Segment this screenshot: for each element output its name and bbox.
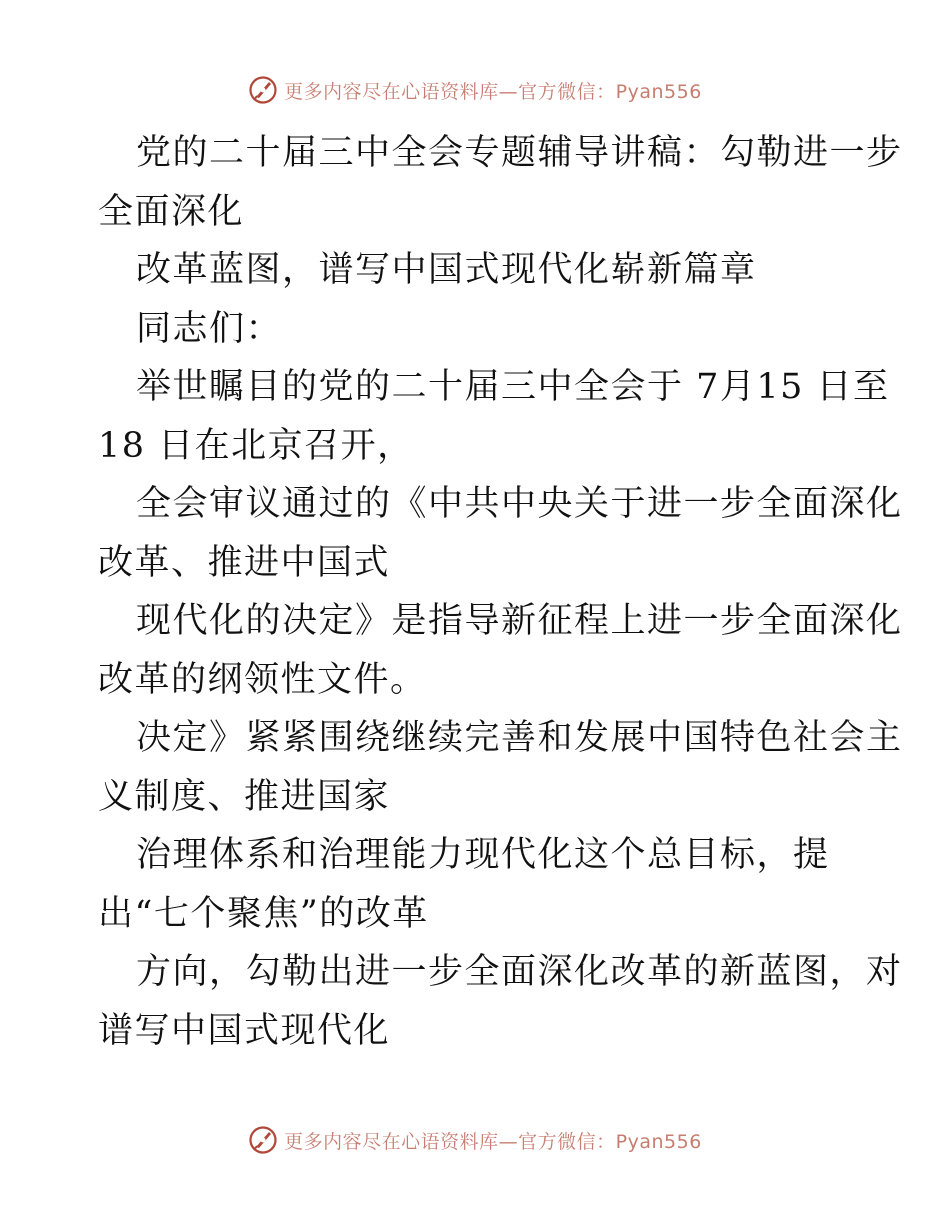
body-line: 出“七个聚焦”的改革 [98,893,429,934]
header-banner [0,72,950,108]
body-line: 18 日在北京召开， [98,425,414,466]
quill-logo-icon [248,1125,278,1155]
header-banner-text: 更多内容尽在心语资料库—官方微信：Pyan556 [284,80,702,103]
body-line: 现代化的决定》是指导新征程上进一步全面深化 [136,601,903,641]
body-line: 改革的纲领性文件。 [98,659,427,700]
body-line: 全会审议通过的《中共中央关于进一步全面深化 [136,484,903,524]
body-line: 谱写中国式现代化 [98,1010,391,1051]
footer-banner-text: 更多内容尽在心语资料库—官方微信：Pyan556 [284,1130,702,1153]
body-line: 决定》紧紧围绕继续完善和发展中国特色社会主 [136,718,903,758]
footer-banner [0,1122,950,1158]
salutation-line: 同志们： [136,308,283,349]
subtitle-line: 改革蓝图，谱写中国式现代化崭新篇章 [136,250,757,290]
title-line-1: 党的二十届三中全会专题辅导讲稿：勾勒进一步 [136,133,903,173]
body-line: 举世瞩目的党的二十届三中全会于 7月15 日至 [136,367,890,407]
quill-logo-icon [248,75,278,105]
body-line: 治理体系和治理能力现代化这个总目标，提 [136,835,830,875]
body-line: 改革、推进中国式 [98,542,391,583]
document-body [98,124,903,1060]
title-line-2: 全面深化 [98,191,245,232]
body-line: 方向，勾勒出进一步全面深化改革的新蓝图，对 [136,952,903,992]
body-line: 义制度、推进国家 [98,776,391,817]
